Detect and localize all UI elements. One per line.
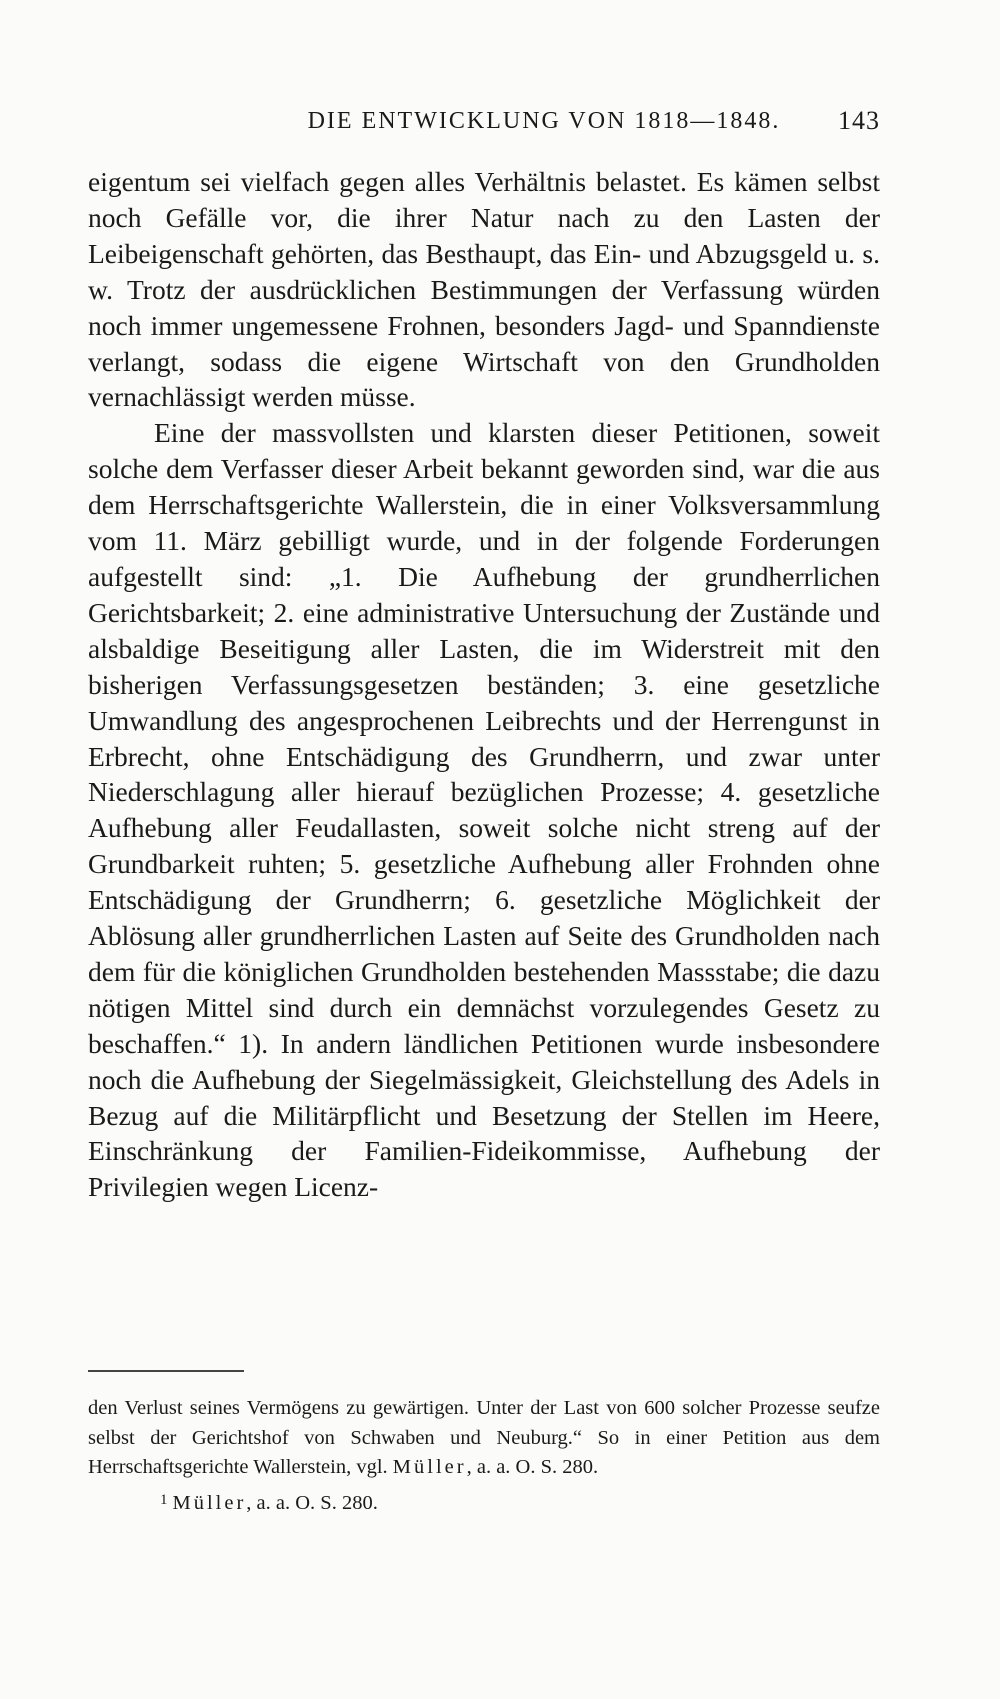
footnote-continuation-text: den Verlust seines Vermögens zu gewärtigen. Unter der Last von 600 solcher Prozesse seufze selbst der Gerichtshof von Schwaben und Neuburg.“ So in einer Petition aus dem Herrschaftsgerichte Wallerstein, vgl. bbox=[88, 1397, 880, 1478]
paragraph-1: eigentum sei vielfach gegen alles Verhältnis belastet. Es kämen selbst noch Gefälle vor, die ihrer Natur nach zu den Lasten der Leibeigenschaft gehörten, das Besthaupt, das Ein- und Abzugsgeld u. s. w. Trotz der ausdrücklichen Bestimmungen der Verfassung würden noch immer ungemessene Frohnen, besonders Jagd- und Spanndienste verlangt, sodass die eigene Wirtschaft von den Grundholden vernachlässigt werden müsse. bbox=[88, 166, 880, 413]
footnote-1 bbox=[88, 1486, 880, 1519]
footnotes bbox=[88, 1394, 880, 1518]
footnote-marker: 1 bbox=[160, 1491, 168, 1508]
running-head bbox=[88, 108, 880, 144]
footnote-author: Müller bbox=[172, 1491, 247, 1514]
footnote-rule bbox=[88, 1370, 244, 1372]
footnote-continuation bbox=[88, 1394, 880, 1483]
footnote-continuation-author: Müller bbox=[392, 1456, 467, 1478]
paragraph-2: Eine der massvollsten und klarsten dieser Petitionen, soweit solche dem Verfasser dieser Arbeit bekannt geworden sind, war die aus dem Herrschaftsgerichte Wallerstein, die in einer Volksversammlung vom 11. März gebilligt wurde, und in der folgende Forderungen aufgestellt sind: „1. Die Aufhebung der grundherrlichen Gerichtsbarkeit; 2. eine administrative Untersuchung der Zustände und alsbaldige Beseitigung aller Lasten, die im Widerstreit mit den bisherigen Verfassungsgesetzen beständen; 3. eine gesetzliche Umwandlung des angesprochenen Leibrechts und der Herrengunst in Erbrecht, ohne Entschädigung des Grundherrn, und zwar unter Niederschlagung aller hierauf bezüglichen Prozesse; 4. gesetzliche Aufhebung aller Feudallasten, soweit solche nicht streng auf der Grundbarkeit ruhten; 5. gesetzliche Aufhebung aller Frohnden ohne Entschädigung der Grundherrn; 6. gesetzliche Möglichkeit der Ablösung aller grundherrlichen Lasten auf Seite des Grundholden nach dem für die königlichen Grundholden bestehenden Massstabe; die dazu nötigen Mittel sind durch ein demnächst vorzulegendes Gesetz zu beschaffen.“ 1). In andern ländlichen Petitionen wurde insbesondere noch die Aufhebung der Siegelmässigkeit, Gleichstellung des Adels in Bezug auf die Militärpflicht und Besetzung der Stellen im Heere, Einschränkung der Familien-Fideikommisse, Aufhebung der Privilegien wegen Licenz- bbox=[88, 417, 880, 1203]
main-text bbox=[88, 164, 880, 1205]
running-title: DIE ENTWICKLUNG VON 1818—1848. bbox=[307, 108, 781, 134]
footnote-continuation-ref: , a. a. O. S. 280. bbox=[466, 1456, 599, 1478]
page-number: 143 bbox=[838, 106, 880, 135]
footnote-ref: , a. a. O. S. 280. bbox=[246, 1491, 378, 1514]
